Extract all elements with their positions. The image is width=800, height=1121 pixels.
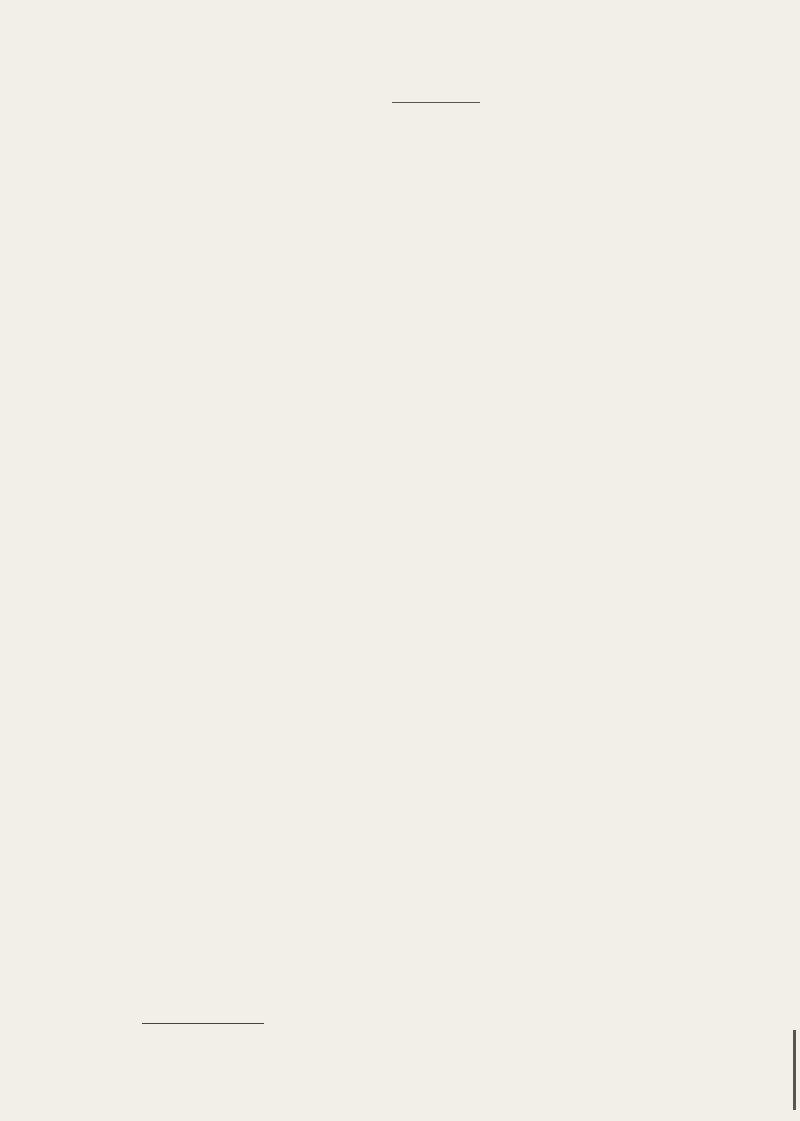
text-line xyxy=(108,967,708,992)
text-line xyxy=(108,941,708,966)
body-text-bottom xyxy=(108,739,708,992)
text-line xyxy=(108,764,708,789)
text-line xyxy=(108,840,708,865)
text-line xyxy=(108,865,708,890)
footnote-rule xyxy=(142,1023,264,1024)
text-line xyxy=(108,790,708,815)
page-edge-mark xyxy=(793,1030,796,1110)
text-line xyxy=(108,891,708,916)
text-line xyxy=(108,739,708,764)
header-rule xyxy=(392,102,480,103)
text-line xyxy=(108,916,708,941)
text-line xyxy=(108,815,708,840)
